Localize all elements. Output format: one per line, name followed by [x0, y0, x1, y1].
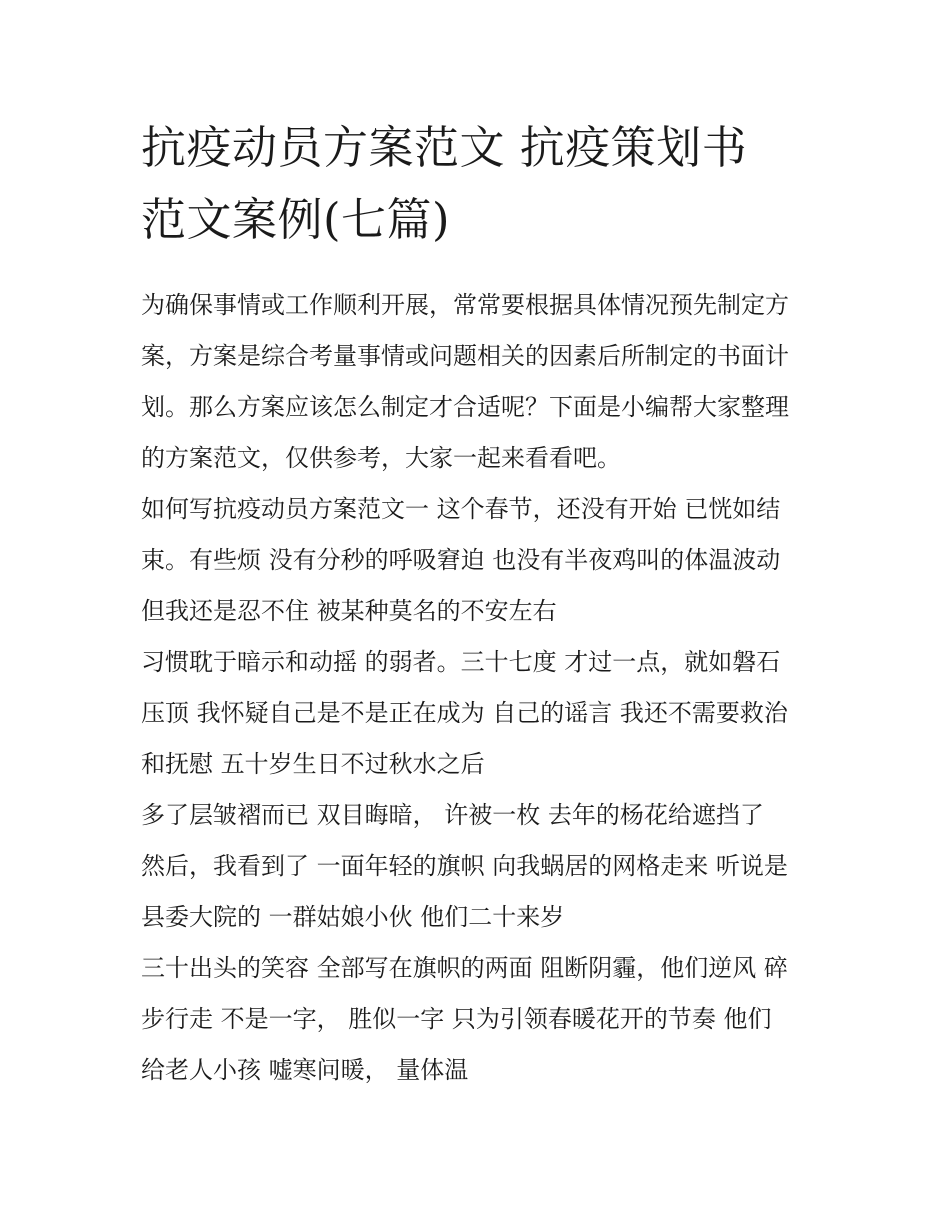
document-title	[141, 112, 817, 256]
body-line: 如何写抗疫动员方案范文一 这个春节，还没有开始 已恍如结	[141, 495, 781, 523]
body-line: 为确保事情或工作顺利开展，常常要根据具体情况预先制定方	[141, 291, 789, 319]
body-line: 案，方案是综合考量事情或问题相关的因素后所制定的书面计	[141, 342, 789, 370]
document-body	[141, 280, 817, 1096]
body-line: 然后，我看到了 一面年轻的旗帜 向我蜗居的网格走来 听说是	[141, 852, 788, 880]
document-page	[141, 112, 817, 1096]
body-line: 习惯耽于暗示和动摇 的弱者。三十七度 才过一点，就如磐石	[141, 648, 781, 676]
body-line: 的方案范文，仅供参考，大家一起来看看吧。	[141, 444, 621, 472]
body-line: 束。有些烦 没有分秒的呼吸窘迫 也没有半夜鸡叫的体温波动	[141, 546, 781, 574]
body-line: 步行走 不是一字， 胜似一字 只为引领春暖花开的节奏 他们	[141, 1005, 772, 1033]
title-line: 范文案例(七篇)	[141, 193, 451, 246]
body-line: 给老人小孩 嘘寒问暖， 量体温	[141, 1056, 469, 1084]
body-line: 压顶 我怀疑自己是不是正在成为 自己的谣言 我还不需要救治	[141, 699, 788, 727]
body-line: 多了层皱褶而已 双目晦暗， 许被一枚 去年的杨花给遮挡了	[141, 801, 764, 829]
title-line: 抗疫动员方案范文 抗疫策划书	[141, 121, 748, 174]
body-line: 但我还是忍不住 被某种莫名的不安左右	[141, 597, 557, 625]
body-line: 和抚慰 五十岁生日不过秋水之后	[141, 750, 485, 778]
body-line: 划。那么方案应该怎么制定才合适呢？下面是小编帮大家整理	[141, 393, 789, 421]
body-line: 三十出头的笑容 全部写在旗帜的两面 阻断阴霾，他们逆风 碎	[141, 954, 788, 982]
body-line: 县委大院的 一群姑娘小伙 他们二十来岁	[141, 903, 565, 931]
